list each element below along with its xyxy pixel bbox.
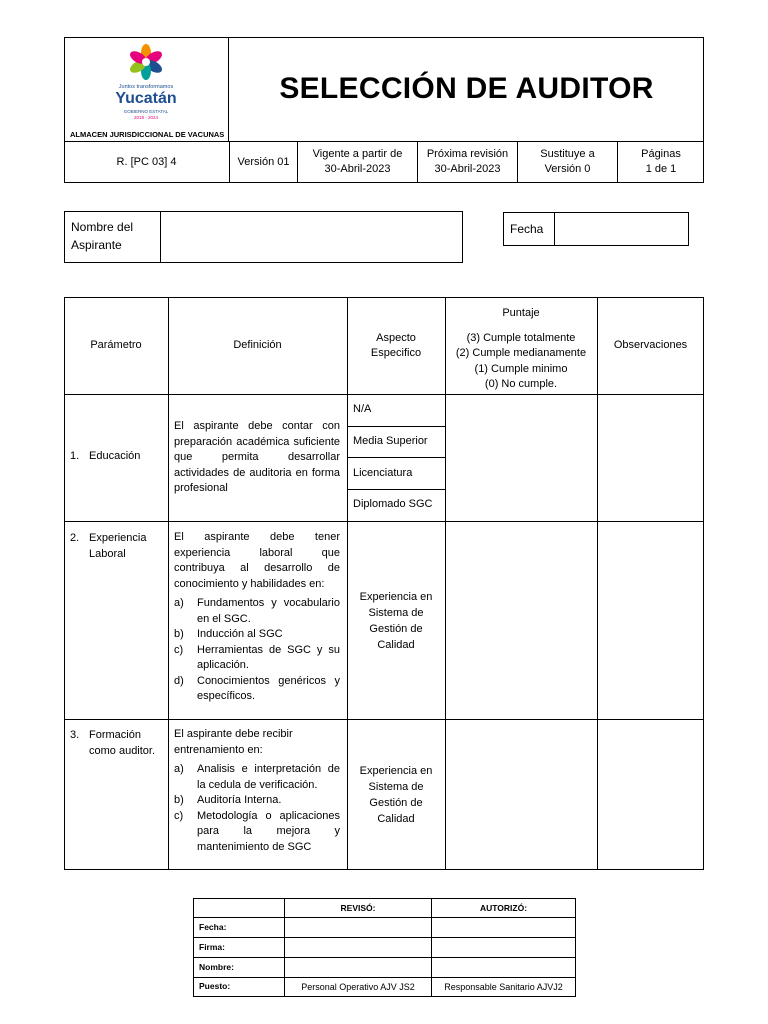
row-experience-parameter: 2. Experiencia Laboral [70, 532, 147, 560]
page-title: SELECCIÓN DE AUDITOR [279, 72, 654, 105]
replaces [518, 141, 618, 183]
score-2: (2) Cumple medianamente [455, 347, 587, 359]
list-item: c) Herramientas de SGC y su aplicación. [174, 643, 340, 671]
row-training-parameter: 3. Formación como auditor. [70, 729, 156, 757]
observations-field[interactable] [598, 395, 703, 521]
date-label: Fecha [504, 213, 555, 245]
list-item: b) Auditoría Interna. [174, 794, 282, 806]
row-experience-definition: El aspirante debe tener experiencia laboral que contribuya al desarrollo de conocimiento y habilidades en: a) Fundamentos y vocabulario en el SGC. b) Inducción al SGC c) Herramientas de SGC y su aplicación. d) Conocimientos genéricos y específicos. [174, 530, 340, 705]
logo-subtitle: GOBIERNO ESTATAL [123, 109, 169, 114]
logo-tagline: Juntos transformamos [118, 84, 174, 90]
header-observations: Observaciones [613, 339, 688, 351]
table-divider [347, 489, 446, 490]
aspect-licenciatura: Licenciatura [353, 467, 413, 479]
valid-from [298, 141, 418, 183]
label-fecha: Fecha: [199, 922, 227, 932]
score-1: (1) Cumple minimo [474, 362, 568, 375]
header-score [445, 306, 597, 393]
applicant-name-field[interactable] [161, 212, 462, 262]
aspect-diplomado-sgc: Diplomado SGC [353, 498, 433, 510]
reviewed-header: REVISÓ: [340, 902, 376, 913]
header-definition: Definición [233, 339, 282, 351]
list-item: d) Conocimientos genéricos y específicos. [174, 674, 340, 702]
training-list [174, 762, 340, 855]
pages-value: 1 de 1 [645, 163, 677, 175]
pages-label: Páginas [641, 148, 681, 160]
government-logo [100, 40, 192, 126]
valid-from-label: Vigente a partir de [312, 148, 403, 160]
observations-field[interactable] [598, 720, 703, 869]
label-firma: Firma: [199, 942, 225, 952]
header-parameter: Parámetro [90, 339, 142, 351]
row-education-parameter: 1. Educación [70, 450, 141, 462]
pages [618, 141, 704, 183]
row-training-definition: El aspirante debe recibir entrenamiento en: a) Analisis e interpretación de la cedula de verificación. b) Auditoría Interna. c) Metodología o aplicaciones para la mejora y mantenimiento de SGC [174, 727, 340, 855]
reviewed-fecha-field[interactable] [285, 918, 431, 937]
label-puesto: Puesto: [199, 981, 231, 991]
document-version: Versión 01 [230, 141, 298, 183]
document-code: R. [PC 03] 4 [64, 141, 230, 183]
aspect-media-superior: Media Superior [353, 435, 428, 447]
label-nombre: Nombre: [199, 962, 234, 972]
valid-from-date: 30-Abril-2023 [324, 163, 391, 175]
applicant-name-label: Nombre del Aspirante [65, 212, 161, 262]
next-review-date: 30-Abril-2023 [434, 163, 501, 175]
authorized-header: AUTORIZÓ: [479, 902, 528, 913]
score-0: (0) No cumple. [484, 378, 558, 390]
next-review-label: Próxima revisión [426, 148, 509, 160]
score-3: (3) Cumple totalmente [466, 331, 576, 344]
table-divider [347, 426, 446, 427]
replaces-label: Sustituye a [540, 148, 595, 160]
authorized-position: Responsable Sanitario AJVJ2 [444, 982, 563, 992]
yucatan-emblem-icon [100, 44, 192, 84]
row-experience-aspect: Experiencia en Sistema de Gestión de Calidad [359, 591, 433, 651]
date-field[interactable] [555, 213, 688, 245]
score-title: Puntaje [502, 307, 540, 319]
experience-list [174, 596, 340, 705]
score-field[interactable] [446, 522, 597, 719]
list-item: a) Fundamentos y vocabulario en el SGC. [174, 597, 340, 625]
logo-name: Yucatán [115, 90, 177, 107]
reviewed-nombre-field[interactable] [285, 958, 431, 977]
replaces-value: Versión 0 [544, 163, 591, 175]
observations-field[interactable] [598, 522, 703, 719]
applicant-name-box [64, 211, 463, 263]
table-divider [347, 457, 446, 458]
department-name: ALMACEN JURISDICCIONAL DE VACUNAS [70, 130, 225, 139]
authorized-fecha-field[interactable] [432, 918, 575, 937]
header-aspect: Aspecto Especifico [370, 331, 422, 359]
list-item: a) Analisis e interpretación de la cedula de verificación. [174, 763, 340, 791]
row-training-aspect: Experiencia en Sistema de Gestión de Calidad [359, 765, 433, 825]
meta-row [64, 141, 704, 183]
reviewed-position: Personal Operativo AJV JS2 [301, 982, 415, 992]
next-review [418, 141, 518, 183]
list-item: b) Inducción al SGC [174, 628, 283, 640]
authorized-nombre-field[interactable] [432, 958, 575, 977]
row-education-definition: El aspirante debe contar con preparación académica suficiente que permita desarrollar actividades de auditoria en forma profesional [174, 420, 340, 494]
score-field[interactable] [446, 720, 597, 869]
reviewed-firma-field[interactable] [285, 938, 431, 957]
logo-years: 2018 - 2024 [133, 115, 159, 120]
score-field[interactable] [446, 395, 597, 521]
list-item: c) Metodología o aplicaciones para la mejora y mantenimiento de SGC [174, 809, 340, 853]
authorized-firma-field[interactable] [432, 938, 575, 957]
aspect-na: N/A [353, 403, 372, 415]
date-box [503, 212, 689, 246]
